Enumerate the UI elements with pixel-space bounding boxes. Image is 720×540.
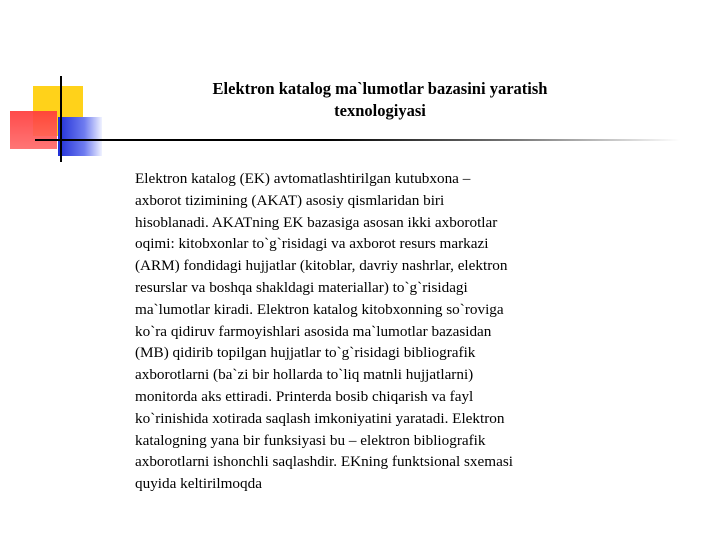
decor-vertical-rule: [60, 76, 62, 162]
body-line: Elektron katalog (EK) avtomatlashtirilgan kutubxona –: [135, 170, 471, 187]
body-line: oqimi: kitobxonlar to`g`risidagi va axborot resurs markazi: [135, 235, 489, 253]
slide-title: [150, 78, 610, 122]
body-line: axborot tizimining (AKAT) asosiy qismlaridan biri: [135, 191, 445, 209]
decor-horizontal-rule: [35, 139, 680, 141]
body-line: (ARM) fondidagi hujjatlar (kitoblar, davriy nashrlar, elektron: [135, 257, 508, 275]
decor-blue-square: [58, 117, 102, 156]
body-line: katalogning yana bir funksiyasi bu – elektron bibliografik: [135, 431, 486, 449]
slide-body-text: [135, 168, 595, 495]
body-line: resurslar va boshqa shakldagi materiallar) to`g`risidagi: [135, 278, 468, 296]
body-line: ko`rinishida xotirada saqlash imkoniyatini yaratadi. Elektron: [135, 409, 505, 427]
body-line: hisoblanadi. AKATning EK bazasiga asosan ikki axborotlar: [135, 213, 498, 231]
body-line: ko`ra qidiruv farmoyishlari asosida ma`lumotlar bazasidan: [135, 322, 492, 340]
body-line: quyida keltirilmoqda: [135, 475, 262, 493]
slide-title-line-2: texnologiyasi: [334, 101, 426, 120]
slide-title-line-1: Elektron katalog ma`lumotlar bazasini yaratish: [212, 79, 548, 98]
body-line: axborotlarni ishonchli saqlashdir. EKning funktsional sxemasi: [135, 453, 513, 471]
body-line: ma`lumotlar kiradi. Elektron katalog kitobxonning so`roviga: [135, 300, 504, 318]
decor-red-square: [10, 111, 57, 149]
body-line: axborotlarni (ba`zi bir hollarda to`liq matnli hujjatlarni): [135, 366, 474, 384]
body-line: monitorda aks ettiradi. Printerda bosib chiqarish va fayl: [135, 387, 474, 405]
body-line: (MB) qidirib topilgan hujjatlar to`g`risidagi bibliografik: [135, 344, 476, 362]
